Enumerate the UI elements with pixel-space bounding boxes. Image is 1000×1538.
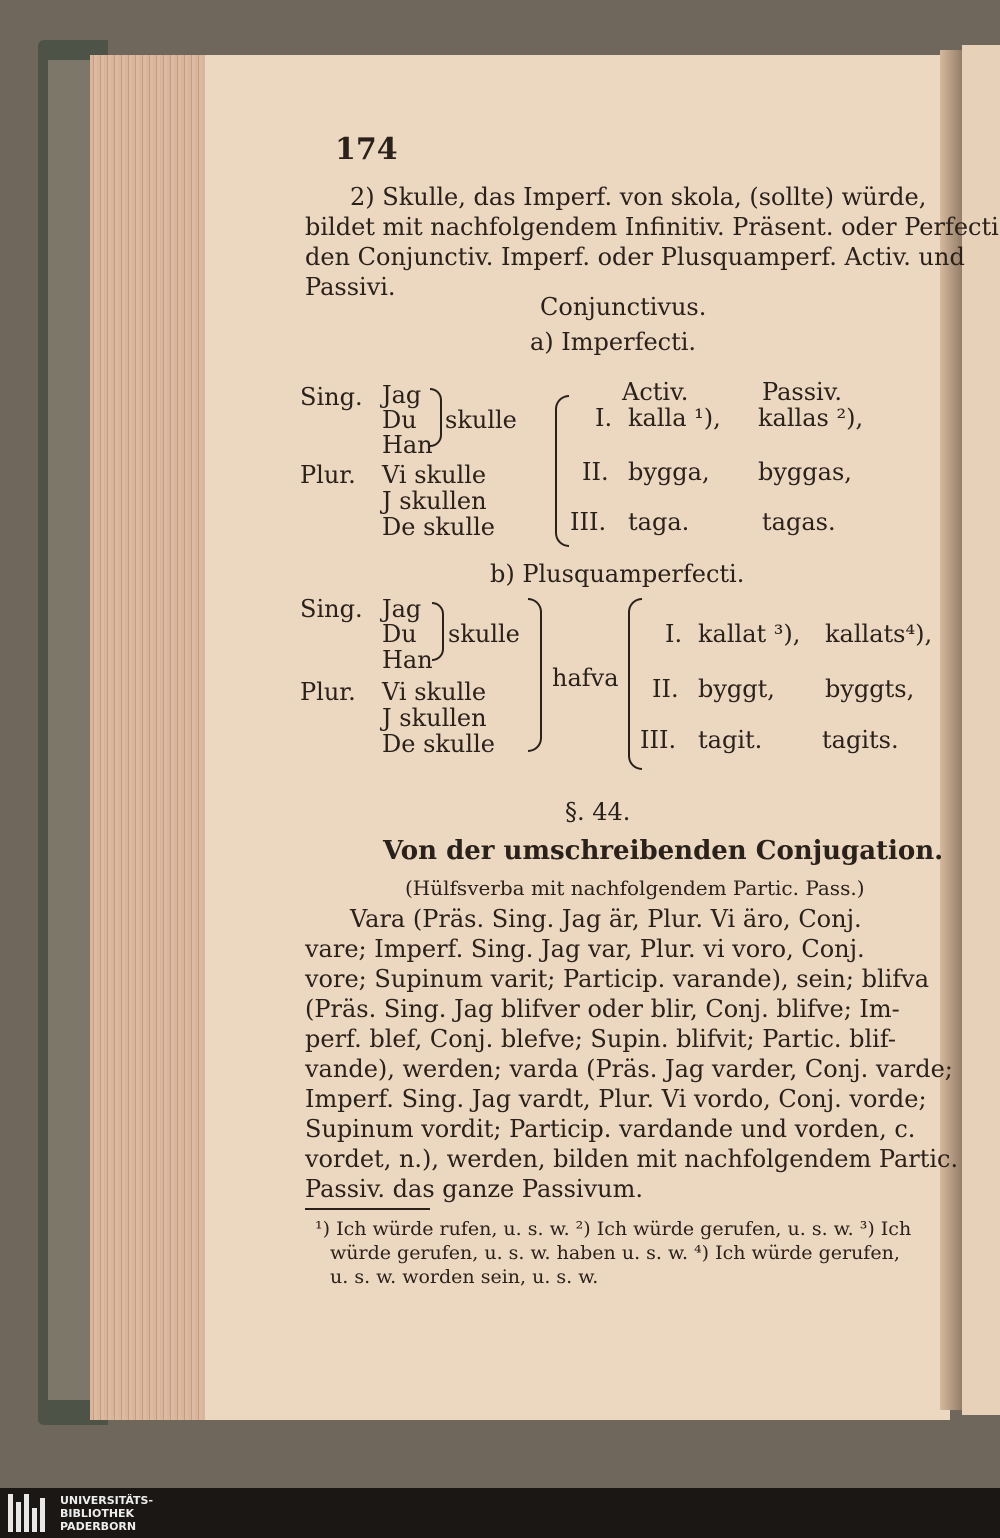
page-number: 174 — [335, 132, 398, 167]
plural-row: Vi skulle — [382, 461, 487, 489]
text-line: bildet mit nachfolgendem Infinitiv. Präsent. oder Perfecti — [305, 213, 999, 241]
page-edges — [90, 55, 210, 1420]
passiv-form: byggas, — [758, 458, 852, 486]
footnote-line: würde gerufen, u. s. w. haben u. s. w. ⁴) Ich würde gerufen, — [330, 1242, 900, 1264]
row-num: I. — [595, 404, 613, 432]
passiv-form: byggts, — [825, 675, 915, 703]
pronoun: Jag — [382, 381, 422, 409]
activ-form: kallat ³), — [698, 620, 801, 648]
passiv-form: kallats⁴), — [825, 620, 933, 648]
footnote-line: u. s. w. worden sein, u. s. w. — [330, 1266, 599, 1288]
plural-row: J skullen — [382, 487, 487, 515]
section-title: Von der umschreibenden Conjugation. — [383, 836, 944, 866]
text-line: (Präs. Sing. Jag blifver oder blir, Conj. blifve; Im- — [305, 995, 900, 1023]
row-num: III. — [640, 726, 677, 754]
plur-label: Plur. — [300, 678, 356, 706]
activ-form: bygga, — [628, 458, 710, 486]
text-line: Supinum vordit; Particip. vardande und vorden, c. — [305, 1115, 916, 1143]
hafva: hafva — [552, 664, 619, 692]
col-passiv: Passiv. — [762, 378, 843, 406]
library-name: UNIVERSITÄTS- BIBLIOTHEK PADERBORN — [60, 1494, 154, 1533]
brace — [430, 388, 442, 447]
activ-form: kalla ¹), — [628, 404, 721, 432]
sing-label: Sing. — [300, 595, 363, 623]
footnote-line: ¹) Ich würde rufen, u. s. w. ²) Ich würde gerufen, u. s. w. ³) Ich — [315, 1218, 912, 1240]
row-num: II. — [652, 675, 679, 703]
section-subtitle: (Hülfsverba mit nachfolgendem Partic. Pass.) — [405, 876, 865, 900]
facing-page — [962, 45, 1000, 1415]
text-line: vore; Supinum varit; Particip. varande), sein; blifva — [305, 965, 930, 993]
text-line: vande), werden; varda (Präs. Jag varder, Conj. varde; — [305, 1055, 953, 1083]
plusquamperfecti-heading: b) Plusquamperfecti. — [490, 560, 745, 588]
plural-row: De skulle — [382, 513, 495, 541]
activ-form: byggt, — [698, 675, 775, 703]
conjunctivus-heading: Conjunctivus. — [540, 293, 707, 321]
passiv-form: kallas ²), — [758, 404, 864, 432]
plur-label: Plur. — [300, 461, 356, 489]
skulle: skulle — [445, 406, 517, 434]
library-footer — [0, 1488, 1000, 1538]
skulle: skulle — [448, 620, 520, 648]
plural-row: J skullen — [382, 704, 487, 732]
text-line: Imperf. Sing. Jag vardt, Plur. Vi vordo, Conj. vorde; — [305, 1085, 927, 1113]
pronoun: Du — [382, 406, 417, 434]
library-logo-icon — [8, 1494, 50, 1532]
text-line: Vara (Präs. Sing. Jag är, Plur. Vi äro, Conj. — [350, 905, 862, 933]
col-activ: Activ. — [622, 378, 689, 406]
passiv-form: tagas. — [762, 508, 836, 536]
pronoun: Du — [382, 620, 417, 648]
plural-row: Vi skulle — [382, 678, 487, 706]
row-num: III. — [570, 508, 607, 536]
text-line: 2) Skulle, das Imperf. von skola, (sollte) würde, — [350, 183, 927, 211]
text-line: Passivi. — [305, 273, 396, 301]
activ-form: tagit. — [698, 726, 763, 754]
pronoun: Han — [382, 431, 433, 459]
section-number: §. 44. — [565, 798, 631, 826]
pronoun: Han — [382, 646, 433, 674]
row-num: I. — [665, 620, 683, 648]
text-line: Passiv. das ganze Passivum. — [305, 1175, 643, 1203]
footnote-rule — [305, 1208, 430, 1210]
imperfecti-heading: a) Imperfecti. — [530, 328, 697, 356]
pronoun: Jag — [382, 595, 422, 623]
brace — [432, 602, 444, 661]
sing-label: Sing. — [300, 383, 363, 411]
plural-row: De skulle — [382, 730, 495, 758]
text-line: perf. blef, Conj. blefve; Supin. blifvit; Partic. blif- — [305, 1025, 896, 1053]
text-line: vordet, n.), werden, bilden mit nachfolgendem Partic. — [305, 1145, 959, 1173]
row-num: II. — [582, 458, 609, 486]
brace — [555, 395, 569, 547]
activ-form: taga. — [628, 508, 690, 536]
brace — [528, 598, 542, 752]
text-line: vare; Imperf. Sing. Jag var, Plur. vi voro, Conj. — [305, 935, 865, 963]
passiv-form: tagits. — [822, 726, 899, 754]
text-line: den Conjunctiv. Imperf. oder Plusquamperf. Activ. und — [305, 243, 965, 271]
